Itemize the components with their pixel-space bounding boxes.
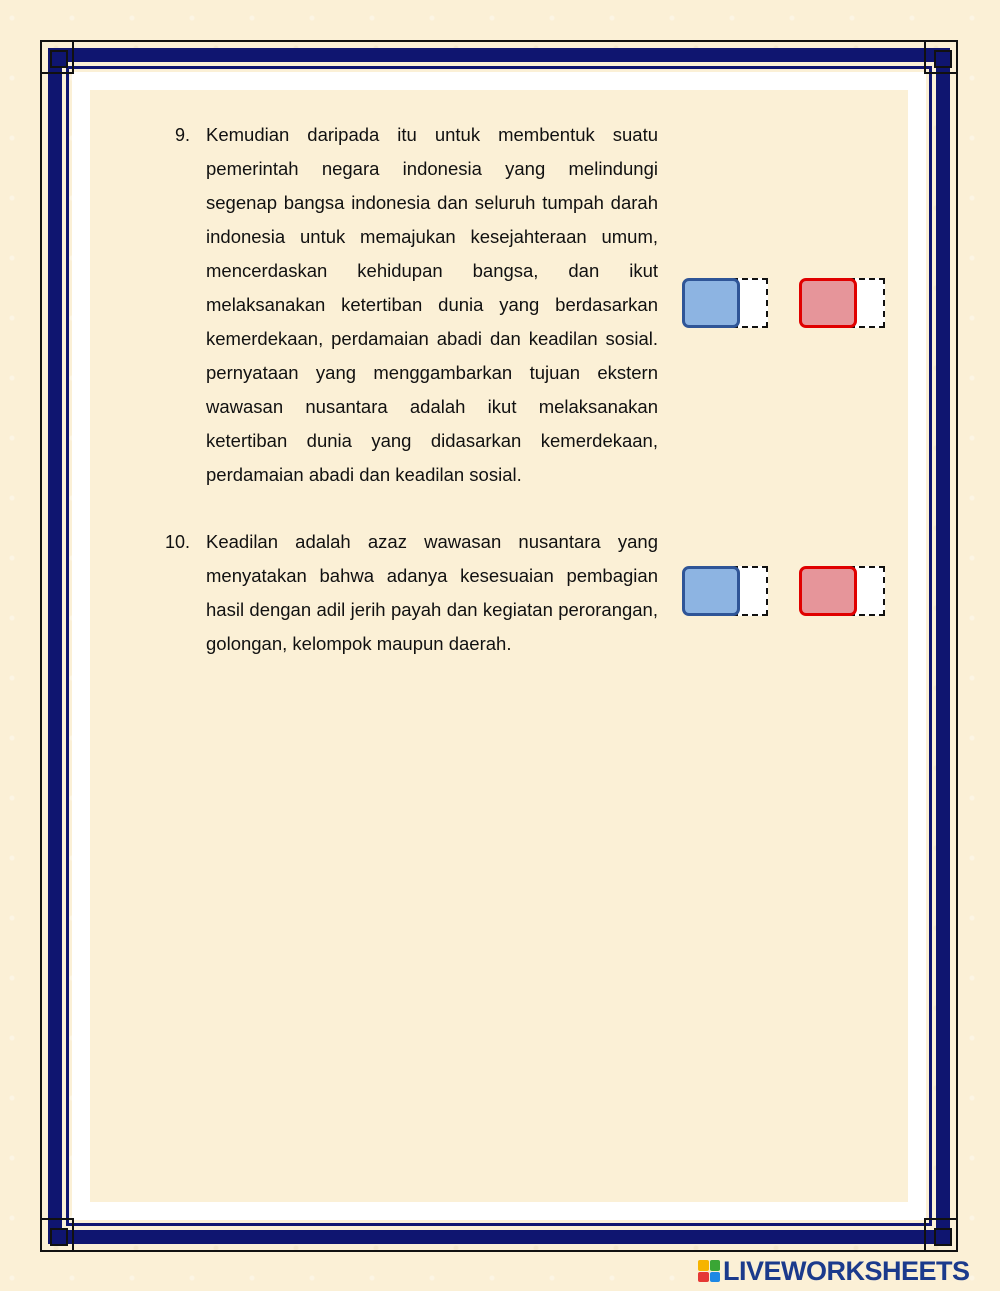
answer-options-9 bbox=[682, 278, 892, 328]
blue-answer-tile[interactable] bbox=[682, 566, 740, 616]
answer-options-10 bbox=[682, 566, 892, 616]
question-number: 10. bbox=[164, 532, 190, 552]
liveworksheets-logo[interactable] bbox=[698, 1256, 970, 1286]
red-answer-tile[interactable] bbox=[799, 566, 857, 616]
corner-ornament-bottom-left bbox=[40, 1218, 74, 1252]
answer-blue-box[interactable] bbox=[682, 566, 768, 616]
blue-answer-tile[interactable] bbox=[682, 278, 740, 328]
question-text: Keadilan adalah azaz wawasan nusantara yang menyatakan bahwa adanya kesesuaian pembagian hasil dengan adil jerih payah dan kegiatan perorangan, golongan, kelompok maupun daerah. bbox=[206, 531, 658, 654]
logo-text: LIVEWORKSHEETS bbox=[723, 1255, 970, 1286]
answer-red-box[interactable] bbox=[799, 278, 885, 328]
question-number: 9. bbox=[174, 125, 190, 145]
question-text: Kemudian daripada itu untuk membentuk suatu pemerintah negara indonesia yang melindungi segenap bangsa indonesia dan seluruh tumpah darah indonesia untuk memajukan kesejahteraan umum, mencerdaskan kehidupan bangsa, dan ikut melaksanakan ketertiban dunia yang berdasarkan kemerdekaan, perdamaian abadi dan keadilan sosial. pernyataan yang menggambarkan tujuan ekstern wawasan nusantara adalah ikut melaksanakan ketertiban dunia yang didasarkan kemerdekaan, perdamaian abadi dan keadilan sosial. bbox=[206, 124, 658, 485]
red-answer-tile[interactable] bbox=[799, 278, 857, 328]
answer-blue-box[interactable] bbox=[682, 278, 768, 328]
corner-ornament-top-left bbox=[40, 40, 74, 74]
answer-red-box[interactable] bbox=[799, 566, 885, 616]
liveworksheets-logo-icon bbox=[698, 1260, 720, 1282]
corner-ornament-bottom-right bbox=[924, 1218, 958, 1252]
corner-ornament-top-right bbox=[924, 40, 958, 74]
